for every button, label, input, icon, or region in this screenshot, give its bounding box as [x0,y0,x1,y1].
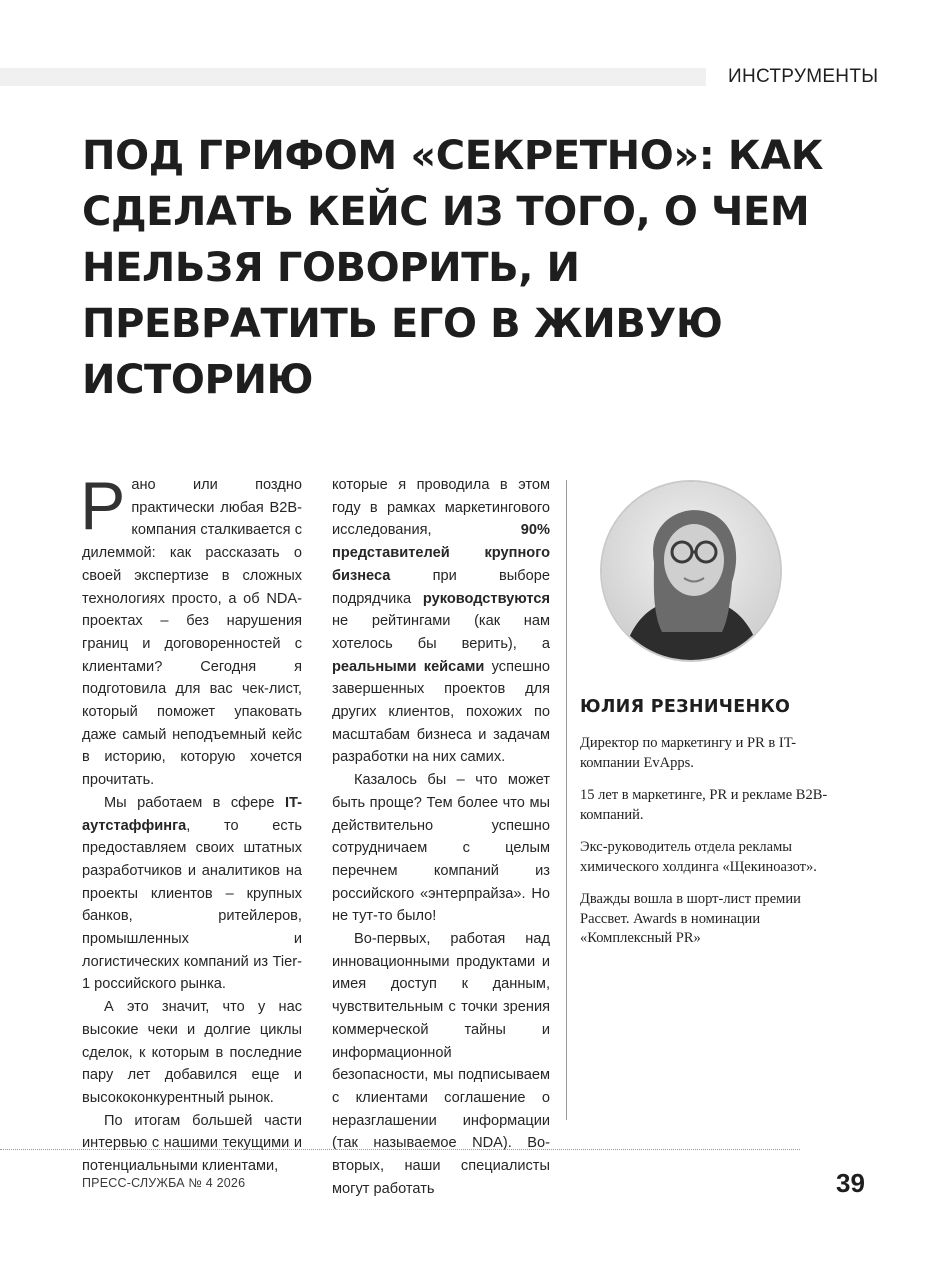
paragraph-intro-text: ано или поздно практически любая B2B-компания сталкивается с дилеммой: как рассказать о своей экспертизе в сложных технологиях просто, а об NDA-проектах – без нарушения границ и договоренностей с клиентами? Сегодня я подготовила для вас чек-лист, который поможет упаковать даже самый неподъемный кейс в историю, которую хочется прочитать. [82,477,302,789]
paragraph-3: А это значит, что у нас высокие чеки и долгие циклы сделок, к которым в последние пару лет добавился еще и высококонкурентный рынок. [82,999,302,1106]
paragraph-4: По итогам большей части интервью с нашими текущими и потенциальными клиентами, [82,1112,302,1175]
text-run: Мы работаем в сфере [104,794,285,811]
paragraph-intro [80,468,302,792]
text-run: , то есть предоставляем своих штатных разработчиков и аналитиков на проекты клиентов – крупных банков, ритейлеров, промышленных и логистических компаний из Tier-1 российского рынка. [82,817,302,993]
author-photo [600,480,782,662]
text-run: не рейтингами (как нам хотелось бы верить), а [332,613,550,652]
article-title: ПОД ГРИФОМ «СЕКРЕТНО»: КАК СДЕЛАТЬ КЕЙС ИЗ ТОГО, О ЧЕМ НЕЛЬЗЯ ГОВОРИТЬ, И ПРЕВРАТИТЬ ЕГО В ЖИВУЮ ИСТОРИЮ [82,133,824,403]
footer-divider [0,1149,800,1150]
text-run: которые я проводила в этом году в рамках маркетингового исследования, [332,477,550,539]
text-column-2 [332,474,550,1201]
bold-run: 90% представителей крупного бизнеса [332,522,550,584]
section-label: ИНСТРУМЕНТЫ [728,66,879,87]
footer-publication: ПРЕСС-СЛУЖБА № 4 2026 [82,1176,246,1190]
column-divider [566,480,567,1120]
drop-cap: Р [80,468,126,544]
bio-line: 15 лет в маркетинге, PR и рекламе B2B-компаний. [580,787,828,823]
text-column-1 [80,468,302,1178]
bio-line: Дважды вошла в шорт-лист премии Рассвет. Awards в номинации «Комплексный PR» [580,891,801,946]
bold-run: руководствуются [422,590,550,607]
paragraph-6: Казалось бы – что может быть проще? Тем более что мы действительно успешно сотрудничаем с целым перечнем компаний из российского «энтерпрайза». Но не тут-то было! [332,772,550,925]
text-run: при выборе подрядчика [332,567,550,607]
page-number: 39 [836,1168,865,1198]
bio-line: Директор по маркетингу и PR в IT-компании EvApps. [580,735,797,771]
bold-run: IT-аутстаффинга [82,794,302,834]
paragraph-2 [82,792,302,996]
author-bio [580,734,830,962]
bold-run: реальными кейсами [332,658,485,675]
text-run: успешно завершенных проектов для других клиентов, похожих по масштабам бизнеса и задачам разработки на них самих. [332,658,551,766]
bio-line: Экс-руководитель отдела рекламы химического холдинга «Щекиноазот». [580,839,817,875]
paragraph-7: Во-первых, работая над инновационными продуктами и имея доступ к данным, чувствительным с точки зрения коммерческой тайны и информационной безопасности, мы подписываем с клиентами соглашение о неразглашении информации (так называемое NDA). Во-вторых, наши специалисты могут работать [332,931,550,1197]
author-name: ЮЛИЯ РЕЗНИЧЕНКО [580,697,791,717]
paragraph-5 [332,474,550,769]
header-band [0,68,706,86]
author-photo-illustration [602,482,780,660]
